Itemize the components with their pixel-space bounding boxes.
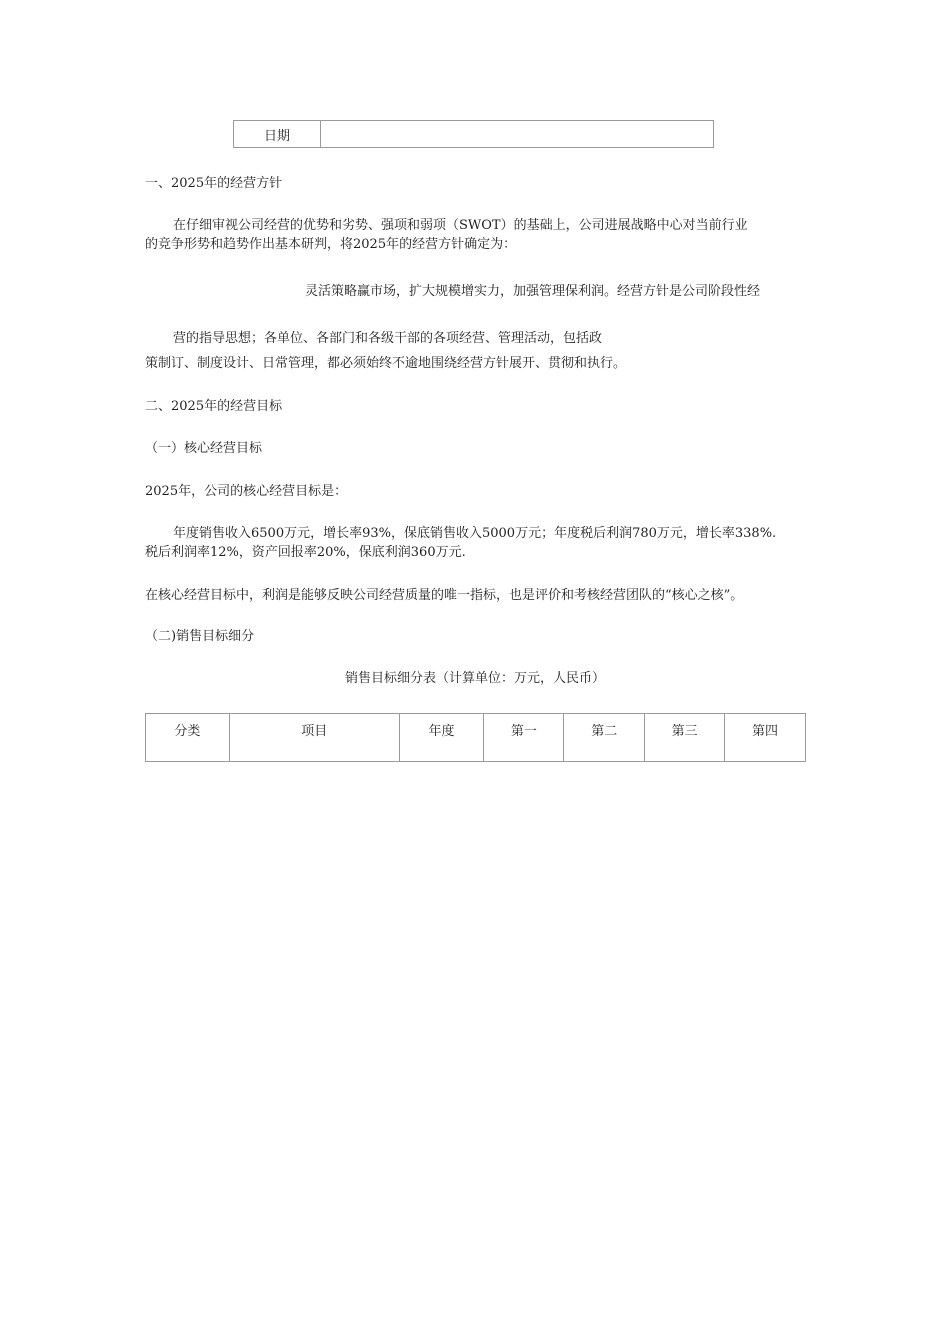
header-cell: 第二 [564, 714, 645, 762]
goals-line1: 年度销售收入6500万元，增长率93%，保底销售收入5000万元；年度税后利润780万元，增长率338%. [173, 526, 777, 541]
para2-line1: 灵活策略赢市场，扩大规模增实力，加强管理保利润。经营方针是公司阶段性经 [305, 284, 761, 299]
header-cell: 年度 [399, 714, 484, 762]
para2-line3: 策制订、制度设计、日常管理，都必须始终不逾地围绕经营方针展开、贯彻和执行。 [145, 356, 627, 371]
goals-line2: 税后利润率12%，资产回报率20%，保底利润360万元. [145, 545, 466, 560]
table-title: 销售目标细分表（计算单位：万元，人民币） [344, 671, 605, 686]
section2-heading: 二、2025年的经营目标 [145, 399, 283, 414]
header-cell: 分类 [146, 714, 230, 762]
date-label: 日期 [234, 121, 321, 148]
date-value [321, 121, 714, 148]
header-cell: 第三 [645, 714, 725, 762]
para2-line2: 营的指导思想；各单位、各部门和各级干部的各项经营、管理活动，包括政 [173, 331, 603, 346]
para1-line1: 在仔细审视公司经营的优势和劣势、强项和弱项（SWOT）的基础上，公司进展战略中心对当前行业 [173, 218, 748, 233]
date-table [233, 120, 714, 148]
section1-heading: 一、2025年的经营方针 [145, 176, 283, 191]
header-cell: 项目 [229, 714, 399, 762]
header-cell: 第一 [484, 714, 564, 762]
sales-target-table [145, 713, 806, 762]
goals-intro: 2025年，公司的核心经营目标是： [145, 484, 348, 499]
table-header-row [146, 714, 806, 762]
sub2-heading: （二)销售目标细分 [145, 629, 255, 644]
sub1-heading: （一）核心经营目标 [145, 441, 263, 456]
para1-line2: 的竞争形势和趋势作出基本研判，将2025年的经营方针确定为： [145, 237, 517, 252]
goals-note: 在核心经营目标中，利润是能够反映公司经营质量的唯一指标，也是评价和考核经营团队的“核心之核”。 [145, 588, 744, 603]
header-cell: 第四 [725, 714, 806, 762]
